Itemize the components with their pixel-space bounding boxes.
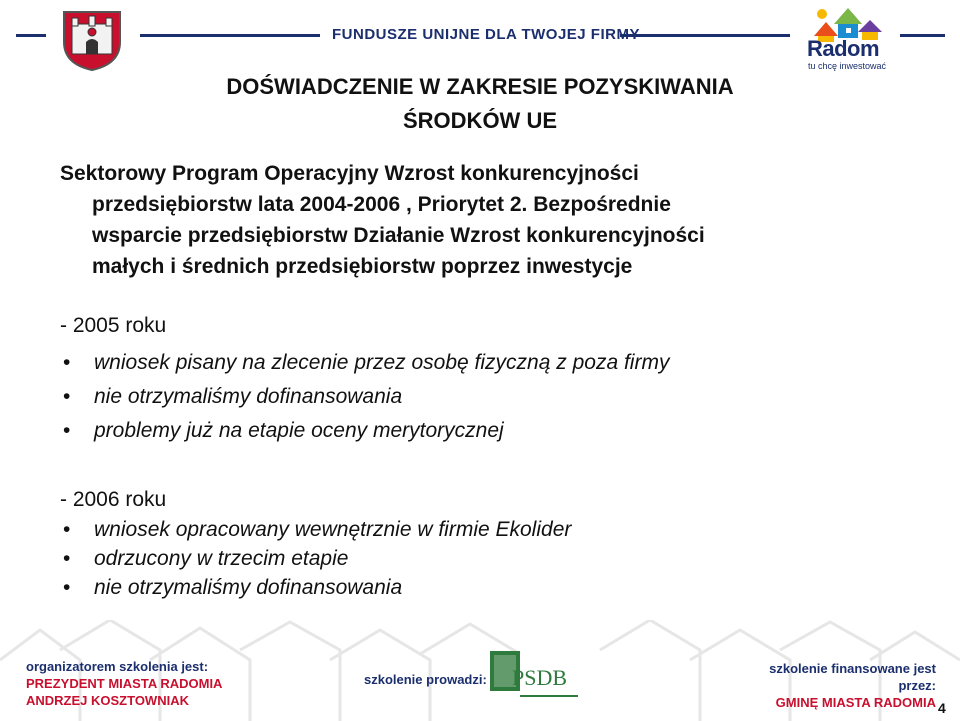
- list-item: [60, 346, 669, 380]
- funder-block: [750, 660, 936, 711]
- bullet-icon: •: [63, 518, 71, 541]
- organizer-line-1: PREZYDENT MIASTA RADOMIA: [26, 676, 223, 691]
- list-item-text: wniosek pisany na zlecenie przez osobę fizyczną z poza firmy: [94, 351, 670, 374]
- bullet-icon: •: [63, 547, 71, 570]
- list-item-text: wniosek opracowany wewnętrznie w firmie Ekolider: [94, 518, 572, 541]
- bullet-icon: •: [63, 576, 71, 599]
- program-line-2: przedsiębiorstw lata 2004-2006 , Priorytet 2. Bezpośrednie: [92, 193, 671, 216]
- slide-title-line-1: DOŚWIADCZENIE W ZAKRESIE POZYSKIWANIA: [226, 74, 734, 99]
- list-item-text: nie otrzymaliśmy dofinansowania: [94, 385, 403, 408]
- list-item-text: odrzucony w trzecim etapie: [94, 547, 349, 570]
- radom-logo-text: Radom: [807, 36, 880, 61]
- organizer-line-2: ANDRZEJ KOSZTOWNIAK: [26, 693, 189, 708]
- list-item: [60, 515, 571, 544]
- bullet-icon: •: [63, 419, 71, 442]
- trainer-label: szkolenie prowadzi:: [364, 672, 487, 687]
- funder-label: szkolenie finansowane jest przez:: [769, 661, 936, 693]
- header-rule-right: [900, 34, 945, 37]
- list-item: [60, 544, 571, 573]
- bullet-icon: •: [63, 351, 71, 374]
- bullet-list-2005: [60, 346, 669, 448]
- funder-name: GMINĘ MIASTA RADOMIA: [775, 695, 936, 710]
- page-number: 4: [938, 700, 946, 716]
- program-line-1: Sektorowy Program Operacyjny Wzrost konkurencyjności: [60, 162, 639, 185]
- list-item: [60, 380, 669, 414]
- organizer-label: organizatorem szkolenia jest:: [26, 659, 209, 674]
- program-line-4: małych i średnich przedsiębiorstw poprzez inwestycje: [92, 255, 633, 278]
- slide-header: [0, 0, 960, 72]
- slide-title: [0, 70, 960, 138]
- radom-logo-tagline: tu chcę inwestować: [808, 61, 887, 71]
- slide-title-line-2: ŚRODKÓW UE: [403, 108, 557, 133]
- svg-text:PSDB: PSDB: [512, 665, 568, 690]
- header-rule-mid-left: [140, 34, 320, 37]
- list-item: [60, 573, 571, 602]
- program-description: [60, 158, 910, 282]
- program-line-3: wsparcie przedsiębiorstw Działanie Wzrost konkurencyjności: [92, 224, 705, 247]
- banner-title: FUNDUSZE UNIJNE DLA TWOJEJ FIRMY: [332, 26, 640, 43]
- year-2006-heading: - 2006 roku: [60, 488, 167, 511]
- header-rule-left: [16, 34, 46, 37]
- list-item: [60, 414, 669, 448]
- organizer-block: [26, 658, 222, 709]
- list-item-text: nie otrzymaliśmy dofinansowania: [94, 576, 403, 599]
- bullet-list-2006: [60, 515, 571, 602]
- list-item-text: problemy już na etapie oceny merytorycznej: [94, 419, 504, 442]
- psdb-logo-icon: [490, 651, 580, 713]
- city-crest-icon: [60, 6, 124, 72]
- year-2005-heading: - 2005 roku: [60, 314, 167, 337]
- bullet-icon: •: [63, 385, 71, 408]
- header-rule-mid-right: [620, 34, 790, 37]
